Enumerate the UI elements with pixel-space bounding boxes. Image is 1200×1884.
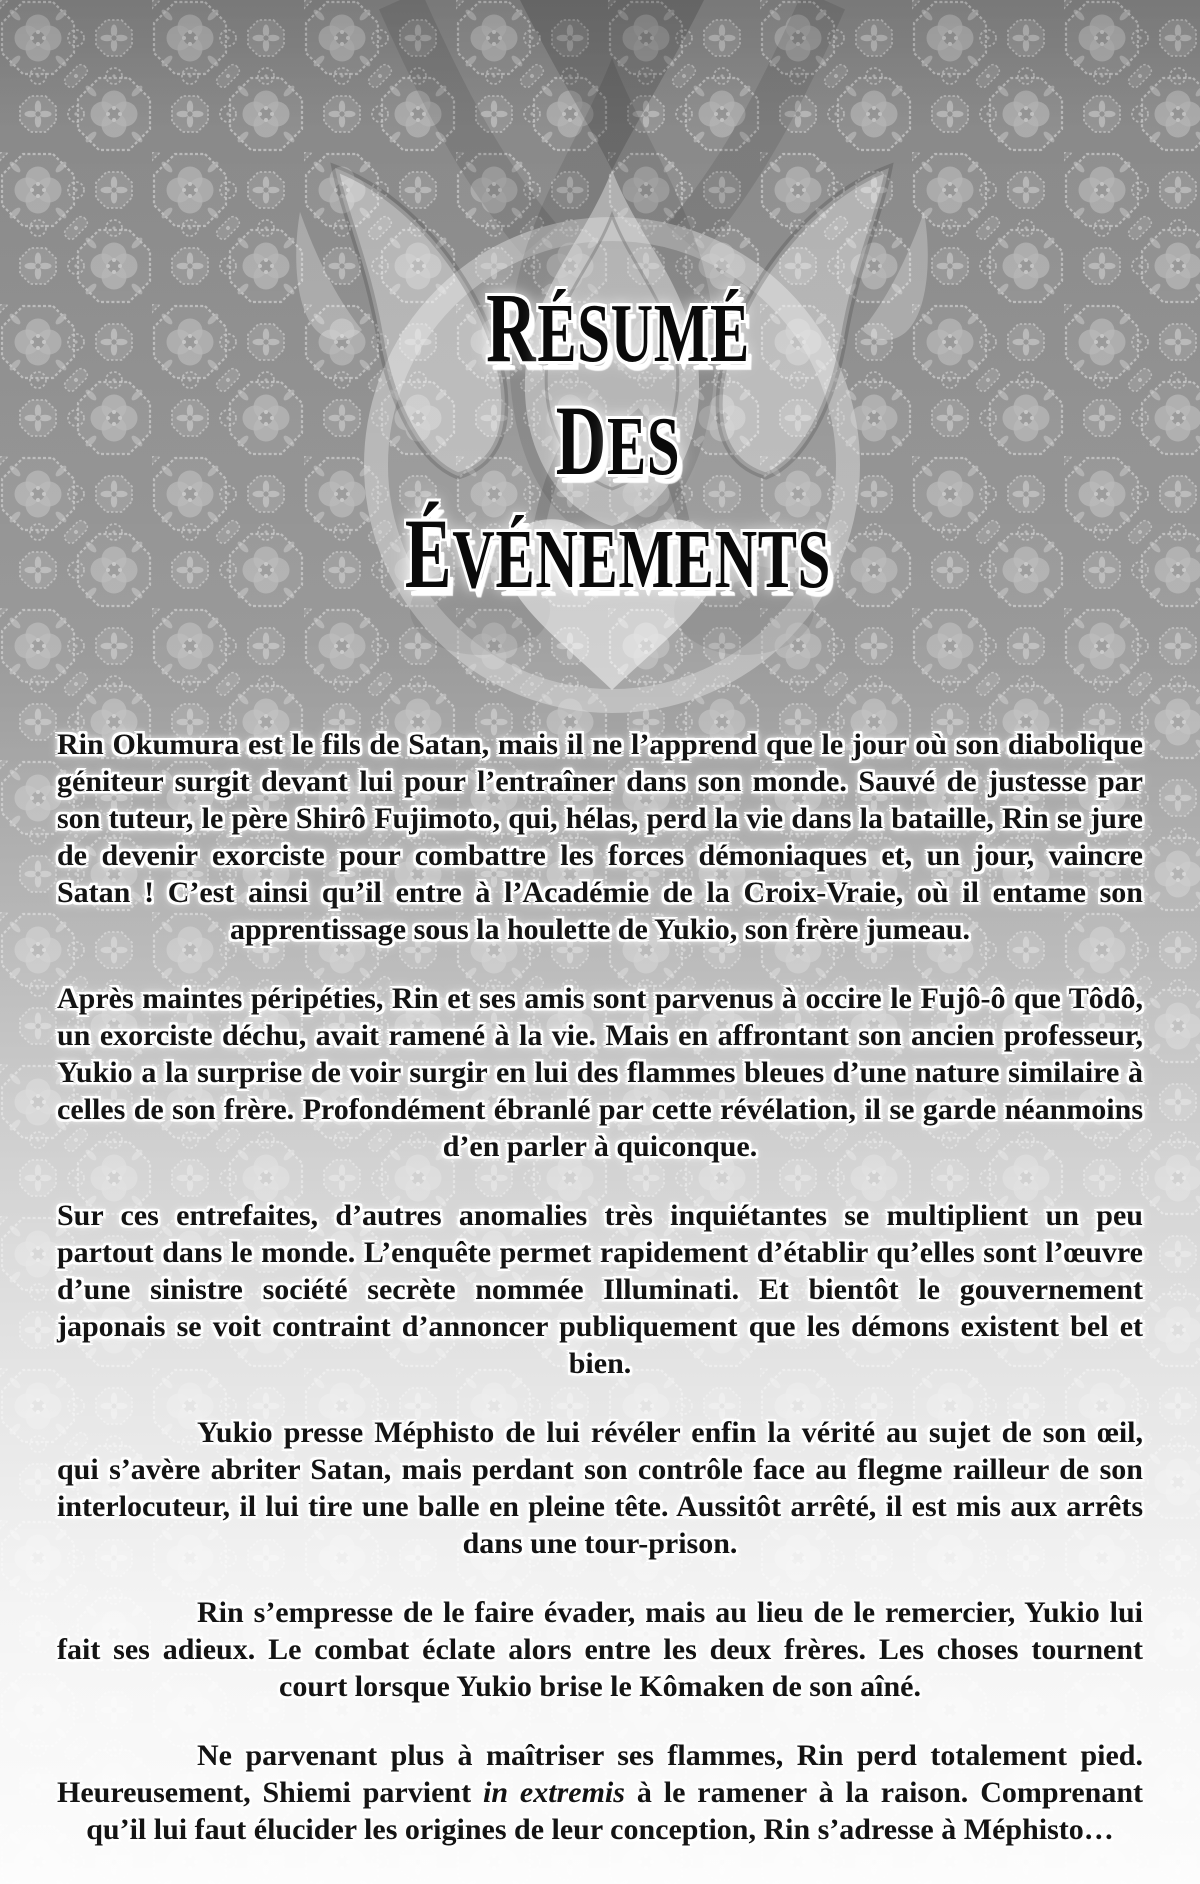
paragraph-segment: Ne parvenant plus à maîtriser ses flammes, Rin perd totalement pied. Heureusement, Shiemi parvient	[57, 1739, 1143, 1809]
summary-paragraph-3: Sur ces entrefaites, d’autres anomalies très inquiétantes se multiplient un peu partout dans le monde. L’enquête permet rapidement d’établir qu’elles sont l’œuvre d’une sinistre société secrète nommée Illuminati. Et bientôt le gouvernement japonais se voit contraint d’annoncer publiquement que les démons existent bel et bien.	[57, 1199, 1143, 1380]
title-word-lead: D	[555, 385, 607, 496]
summary-paragraph-6	[57, 1737, 1143, 1848]
title-line-1	[223, 272, 1014, 399]
summary-paragraph-4: Yukio presse Méphisto de lui révéler enfin la vérité au sujet de son œil, qui s’avère abriter Satan, mais perdant son contrôle face au flegme railleur de son interlocuteur, il lui tire une balle en pleine tête. Aussitôt arrêté, il est mis aux arrêts dans une tour-prison.	[57, 1416, 1143, 1560]
title-word-lead: É	[404, 498, 453, 609]
title-word-rest: VÉNEMENTS	[452, 513, 832, 606]
title-word-rest: ES	[606, 400, 681, 493]
italic-phrase: in extremis	[483, 1776, 625, 1809]
title-line-3	[223, 498, 1014, 625]
summary-text	[57, 726, 1143, 1848]
summary-paragraph-5: Rin s’empresse de le faire évader, mais au lieu de le remercier, Yukio lui fait ses adieux. Le combat éclate alors entre les deux frères. Les choses tournent court lorsque Yukio brise le Kômaken de son aîné.	[57, 1596, 1143, 1703]
summary-paragraph-2: Après maintes péripéties, Rin et ses amis sont parvenus à occire le Fujô-ô que Tôdô, un exorciste déchu, avait ramené à la vie. Mais en affrontant son ancien professeur, Yukio a la surprise de voir surgir en lui des flammes bleues d’une nature similaire à celles de son frère. Profondément ébranlé par cette révélation, il se garde néanmoins d’en parler à quiconque.	[57, 982, 1143, 1163]
paragraph-segment: à le ramener à la raison. Comprenant qu’il lui faut élucider les origines de leur conception, Rin s’adresse à Méphisto…	[86, 1776, 1143, 1846]
top-shade	[0, 0, 1200, 130]
summary-paragraph-1: Rin Okumura est le fils de Satan, mais il ne l’apprend que le jour où son diabolique géniteur surgit devant lui pour l’entraîner dans son monde. Sauvé de justesse par son tuteur, le père Shirô Fujimoto, qui, hélas, perd la vie dans la bataille, Rin se jure de devenir exorciste pour combattre les forces démoniaques et, un jour, vaincre Satan ! C’est ainsi qu’il entre à l’Académie de la Croix-Vraie, où il entame son apprentissage sous la houlette de Yukio, son frère jumeau.	[57, 728, 1143, 946]
title-line-2	[223, 385, 1014, 512]
page-title	[223, 272, 1014, 625]
title-word-lead: R	[486, 272, 538, 383]
title-word-rest: ÉSUMÉ	[537, 287, 750, 380]
